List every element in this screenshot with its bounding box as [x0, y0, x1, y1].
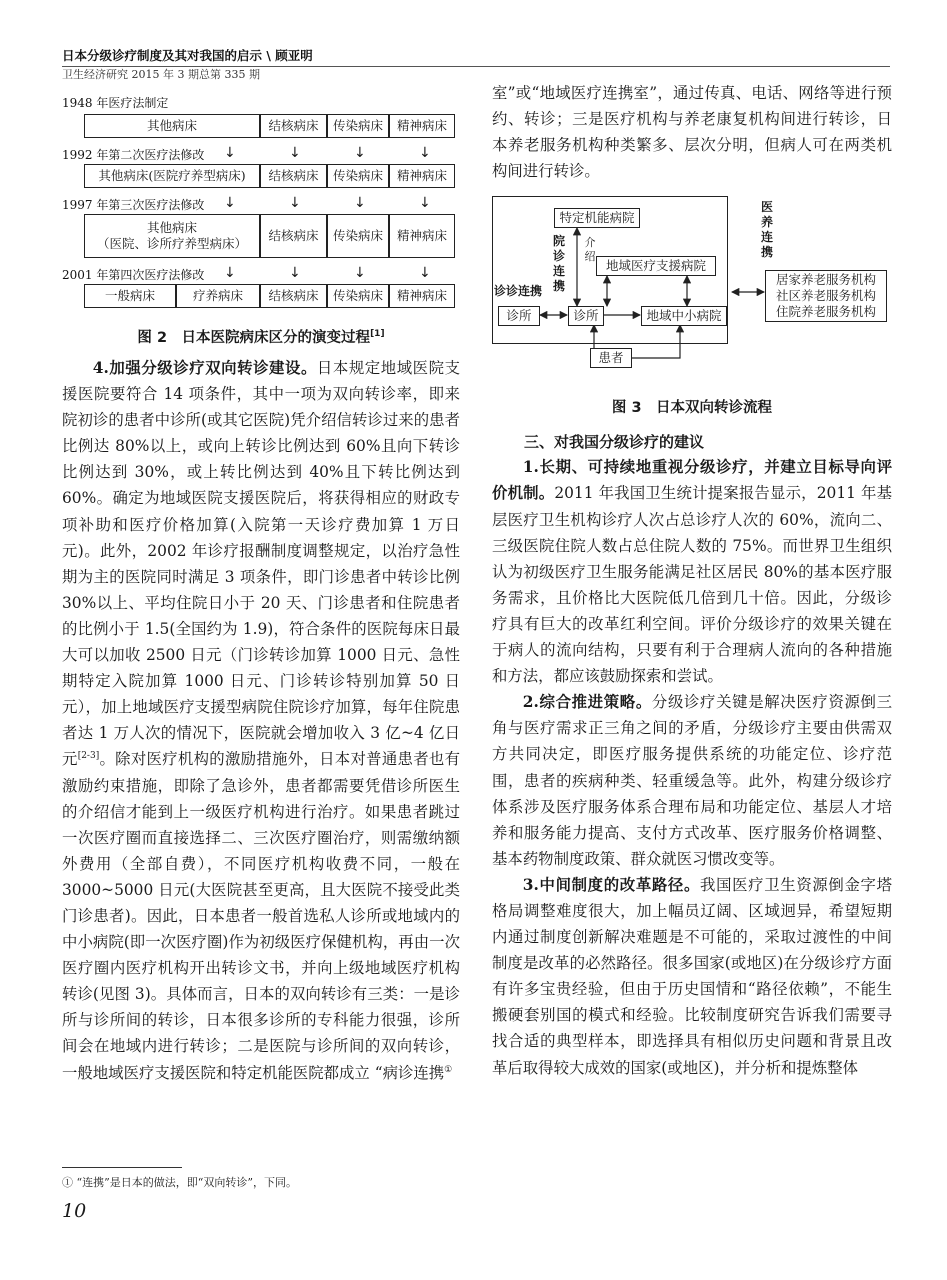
fig2-cell: 精神病床: [389, 284, 455, 308]
running-header: [62, 46, 892, 82]
fig2-caption-ref: [1]: [370, 329, 385, 340]
fig2-year-2001: 2001 年第四次医疗法修改: [62, 268, 205, 282]
fig2-cell: 结核病床: [260, 214, 327, 258]
figure-3-caption: 图 3 日本双向转诊流程: [611, 400, 773, 417]
fig2-caption-text: 图 2 日本医院病床区分的演变过程: [137, 330, 371, 346]
clinic-box: 诊所: [498, 306, 540, 326]
down-arrow-icon: ↓: [419, 265, 431, 281]
down-arrow-icon: ↓: [289, 145, 301, 161]
paragraph-text: 分级诊疗关键是解决医疗资源倒三角与医疗需求正三角之间的矛盾，分级诊疗主要由供需双方共同决定，即医疗服务提供系统的功能定位、诊疗范围，患者的疾病种类、轻重缓急等。此外，构建分级诊疗体系涉及医疗服务体系合理布局和功能定位、基层人才培养和服务能力提高、支付方式改革、医疗服务价格调整、基本药物制度政策、群众就医习惯改变等。: [492, 693, 892, 868]
fig2-cell: 其他病床: [84, 114, 260, 138]
runin-heading: 1.长期、可持续地重视分级诊疗，并建立目标导向评价机制。: [492, 458, 892, 503]
fig2-cell: 疗养病床: [176, 284, 260, 308]
down-arrow-icon: ↓: [419, 195, 431, 211]
fig2-cell: 精神病床: [389, 164, 455, 188]
section-heading: 三、对我国分级诊疗的建议: [524, 433, 705, 452]
special-function-hospital-box: 特定机能病院: [554, 208, 640, 228]
paragraph-text: 日本规定地域医院支援医院要符合 14 项条件，其中一项为双向转诊率，即来院初诊的患者中诊所(或其它医院)凭介绍信转诊过来的患者比例达 80%以上，或向上转诊比例达到 60%且向下转诊比例达到 30%，或上转比例达到 40%且下转比例达到 60%。确定为地域医院支援医院后，将获得相应的财政专项补助和医疗价格加算(入院第一天诊疗费加算 1 万日元)。此外，2002 年诊疗报酬制度调整规定，以治疗急性期为主的医院同时满足 3 项条件，即门诊患者中转诊比例 30%以上、平均住院日小于 20 天、门诊患者和住院患者的比例小于 1.5(全国约为 1.9)，符合条件的医院每床日最大可以加收 2500 日元（门诊转诊加算 1000 日元、急性期特定入院加算 1000 日元、门诊转诊特别加算 50 日元），加上地域医疗支援型病院住院诊疗加算，每年住院患者达 1 万人次的情况下，医院就会增加收入 3 亿~4 亿日元: [62, 359, 460, 769]
regional-small-hospital-box: 地域中小病院: [641, 306, 727, 326]
fig2-cell: 传染病床: [327, 114, 389, 138]
down-arrow-icon: ↓: [224, 265, 236, 281]
fig2-cell: 精神病床: [389, 114, 455, 138]
left-column: [62, 94, 460, 1086]
fig2-cell-other-1997: [84, 214, 260, 258]
page-number: 10: [62, 1200, 87, 1222]
paragraph-suggestion-3: [492, 872, 892, 1081]
journal-info: 卫生经济研究 2015 年 3 期总第 335 期: [62, 68, 260, 81]
fig2-cell-text: 其他病床: [146, 220, 197, 235]
clinic-box: 诊所: [568, 306, 604, 326]
footnote-marker: ①: [444, 1064, 453, 1075]
fig2-year-1948: 1948 年医疗法制定: [62, 96, 169, 110]
footnote: ① “连携”是日本的做法，即“双向转诊”，下同。: [62, 1176, 297, 1189]
fig2-cell: 结核病床: [260, 114, 327, 138]
fig2-cell-subtext: （医院、诊所疗养型病床）: [96, 236, 247, 251]
fig2-cell: 传染病床: [327, 284, 389, 308]
runin-heading: 3.中间制度的改革路径。: [522, 875, 701, 894]
header-rule: [62, 66, 890, 67]
fig2-year-1992: 1992 年第二次医疗法修改: [62, 148, 205, 162]
hospital-clinic-link-label: 院诊连携: [552, 234, 565, 294]
down-arrow-icon: ↓: [224, 195, 236, 211]
elderly-care-item: 居家养老服务机构: [775, 272, 876, 288]
down-arrow-icon: ↓: [419, 145, 431, 161]
elderly-care-item: 社区养老服务机构: [775, 288, 876, 304]
paragraph-suggestion-2: [492, 689, 892, 872]
fig2-cell: 精神病床: [389, 214, 455, 258]
runin-heading: 2.综合推进策略。: [522, 693, 652, 712]
fig2-year-1997: 1997 年第三次医疗法修改: [62, 198, 205, 212]
medical-elderly-link-label: 医养连携: [760, 200, 773, 260]
clinic-clinic-link-label: 诊诊连携: [494, 284, 543, 299]
running-title: 日本分级诊疗制度及其对我国的启示 \ 顾亚明: [62, 48, 313, 63]
regional-support-hospital-box: 地域医疗支援病院: [596, 256, 716, 276]
down-arrow-icon: ↓: [289, 195, 301, 211]
figure-2-caption: [62, 326, 460, 347]
elderly-care-box: [765, 270, 887, 322]
paragraph-text: 2011 年我国卫生统计提案报告显示，2011 年基层医疗卫生机构诊疗人次占总诊疗人次的 60%，流向二、三级医院住院人数占总住院人数的 75%。而世界卫生组织认为初级医疗卫生服务能满足社区居民 80%的基本医疗服务需求，且价格比大医院低几倍到几十倍。因此，分级诊疗具有巨大的改革红利空间。评价分级诊疗的效果关键在于病人的流向结构，只要有利于合理病人流向的各种措施和方法，都应该鼓励探索和尝试。: [492, 484, 892, 686]
citation: [2-3]: [77, 751, 100, 762]
paragraph-text: 。除对医疗机构的激励措施外，日本对普通患者也有激励约束措施，即除了急诊外，患者都需要凭借诊所医生的介绍信才能到上一级医疗机构进行治疗。如果患者跳过一次医疗圈而直接选择二、三次医疗圈治疗，则需缴纳额外费用（全部自费），不同医疗机构收费不同，一般在 3000~5000 日元(大医院甚至更高，且大医院不接受此类门诊患者)。因此，日本患者一般首选私人诊所或地域内的中小病院(即一次医疗圈)作为初级医疗保健机构，再由一次医疗圈内医疗机构开出转诊文书，并向上级地域医疗机构转诊(见图 3)。具体而言，日本的双向转诊有三类：一是诊所与诊所间的转诊，日本很多诊所的专科能力很强，诊所间会在地域内进行转诊；二是医院与诊所间的双向转诊，一般地域医疗支援医院和特定机能医院都成立 “病诊连携: [62, 750, 460, 1082]
runin-heading: 4.加强分级诊疗双向转诊建设。: [92, 359, 317, 377]
fig2-cell: 结核病床: [260, 164, 327, 188]
referral-label: 介绍: [584, 236, 596, 264]
fig2-cell: 一般病床: [84, 284, 176, 308]
patient-box: 患者: [590, 348, 632, 368]
fig2-cell: 其他病床(医院疗养型病床): [84, 164, 260, 188]
down-arrow-icon: ↓: [354, 145, 366, 161]
down-arrow-icon: ↓: [224, 145, 236, 161]
fig2-cell: 结核病床: [260, 284, 327, 308]
figure-2: [62, 94, 460, 320]
footnote-rule: [62, 1167, 182, 1168]
paragraph-bidirectional-referral: [62, 355, 460, 1086]
down-arrow-icon: ↓: [354, 195, 366, 211]
down-arrow-icon: ↓: [354, 265, 366, 281]
figure-3: [492, 196, 892, 396]
down-arrow-icon: ↓: [289, 265, 301, 281]
paragraph-text: 我国医疗卫生资源倒金字塔格局调整难度很大，加上幅员辽阔、区域迥异，希望短期内通过制度创新解决难题是不可能的，采取过渡性的中间制度是改革的必然路径。很多国家(或地区)在分级诊疗方面有许多宝贵经验，但由于历史国情和“路径依赖”，不能生搬硬套别国的模式和经验。比较制度研究告诉我们需要寻找合适的典型样本，即选择具有相似历史问题和背景且改革后取得较大成效的国家(或地区)，并分析和提炼整体: [492, 875, 892, 1077]
paragraph-suggestion-1: [492, 454, 892, 689]
paragraph-continuation: 室”或“地域医疗连携室”，通过传真、电话、网络等进行预约、转诊；三是医疗机构与养老康复机构间进行转诊，日本养老服务机构种类繁多、层次分明，但病人可在两类机构间进行转诊。: [492, 84, 892, 181]
fig2-cell: 传染病床: [327, 164, 389, 188]
fig2-cell: 传染病床: [327, 214, 389, 258]
right-column: [492, 80, 892, 1081]
elderly-care-item: 住院养老服务机构: [775, 304, 876, 320]
